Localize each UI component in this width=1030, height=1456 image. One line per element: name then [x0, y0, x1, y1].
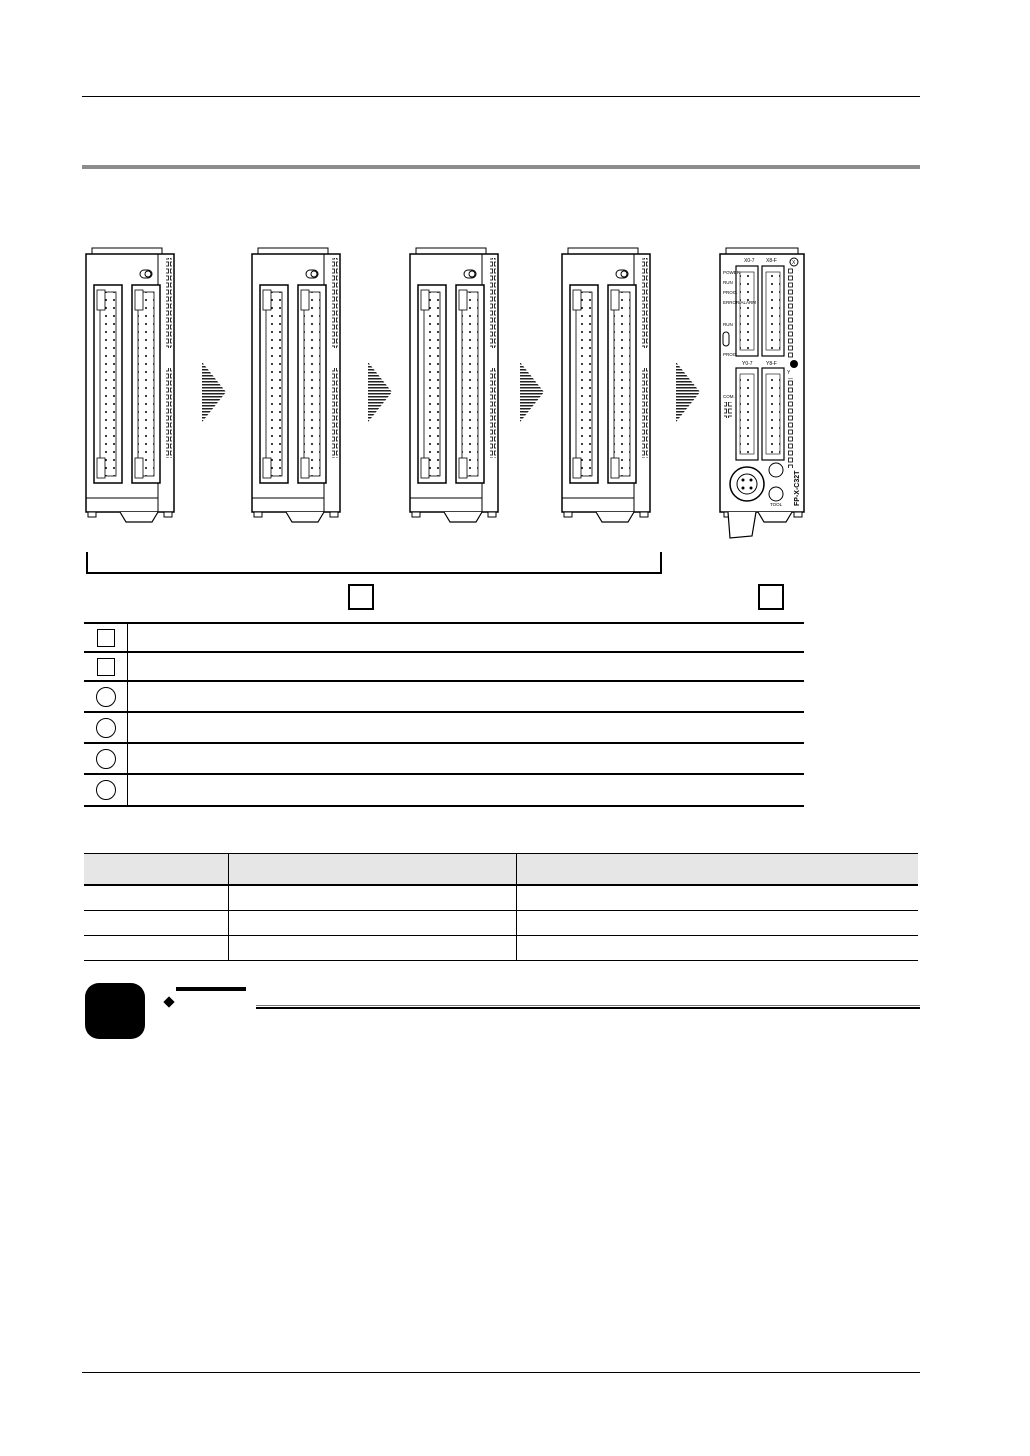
bullet-diamond-icon — [163, 996, 174, 1007]
com-port-label: COM. — [723, 394, 735, 399]
y-range-label: Y0-7 — [742, 361, 753, 367]
direction-arrow-icon — [368, 362, 392, 422]
legend-row — [84, 624, 804, 653]
expansion-group-symbol — [348, 584, 374, 610]
table-cell — [84, 885, 228, 911]
note-rule — [256, 1005, 920, 1009]
led-label: PROG. — [723, 290, 738, 295]
y-marker-label: Y — [787, 370, 791, 376]
control-unit — [720, 248, 804, 538]
expansion-unit-2 — [410, 248, 498, 522]
table-header-row — [84, 854, 918, 886]
table-cell — [516, 911, 918, 936]
direction-arrow-icon — [202, 362, 226, 422]
table-cell — [516, 885, 918, 911]
legend-row — [84, 744, 804, 775]
y-range-label: Y8-F — [766, 361, 777, 367]
table-row — [84, 911, 918, 936]
led-label: ERROR/ALARM — [723, 300, 757, 305]
circle-symbol-icon — [96, 718, 116, 738]
table-cell — [228, 885, 516, 911]
mode-switch-label: RUN — [723, 322, 733, 327]
table-cell — [228, 911, 516, 936]
expansion-unit-4 — [86, 248, 174, 522]
x-marker-label: X — [792, 260, 796, 266]
table-row — [84, 936, 918, 961]
led-label: RUN — [723, 280, 733, 285]
expansion-unit-1 — [562, 248, 650, 522]
square-symbol-icon — [97, 629, 115, 647]
table-cell — [84, 936, 228, 961]
note-icon — [85, 983, 145, 1039]
x-range-label: X0-7 — [744, 258, 755, 264]
legend-row — [84, 713, 804, 744]
table-cell — [228, 936, 516, 961]
circle-symbol-icon — [96, 780, 116, 800]
expansion-units-bracket — [86, 552, 662, 574]
column-header — [516, 854, 918, 886]
direction-arrow-icon — [520, 362, 544, 422]
model-name-label: FP-X-C32T — [794, 470, 801, 506]
square-symbol-icon — [97, 658, 115, 676]
led-label: POWER — [723, 270, 741, 275]
circle-symbol-icon — [96, 687, 116, 707]
expansion-configuration-figure — [80, 240, 820, 545]
legend-row — [84, 775, 804, 807]
symbol-legend — [84, 622, 804, 807]
column-header — [84, 854, 228, 886]
spec-table — [84, 853, 918, 961]
section-heading-rule — [82, 165, 920, 169]
footer-rule — [82, 1372, 920, 1373]
note-heading-bar — [176, 987, 246, 991]
control-unit-symbol — [758, 584, 784, 610]
column-header — [228, 854, 516, 886]
table-row — [84, 885, 918, 911]
legend-row — [84, 682, 804, 713]
tool-port-label: TOOL — [770, 502, 783, 507]
legend-row — [84, 653, 804, 682]
circle-symbol-icon — [96, 749, 116, 769]
mode-switch-label: PROG. — [723, 352, 738, 357]
x-range-label: X8-F — [766, 258, 777, 264]
expansion-unit-3 — [252, 248, 340, 522]
table-cell — [516, 936, 918, 961]
direction-arrow-icon — [676, 362, 700, 422]
table-cell — [84, 911, 228, 936]
header-rule — [82, 96, 920, 97]
